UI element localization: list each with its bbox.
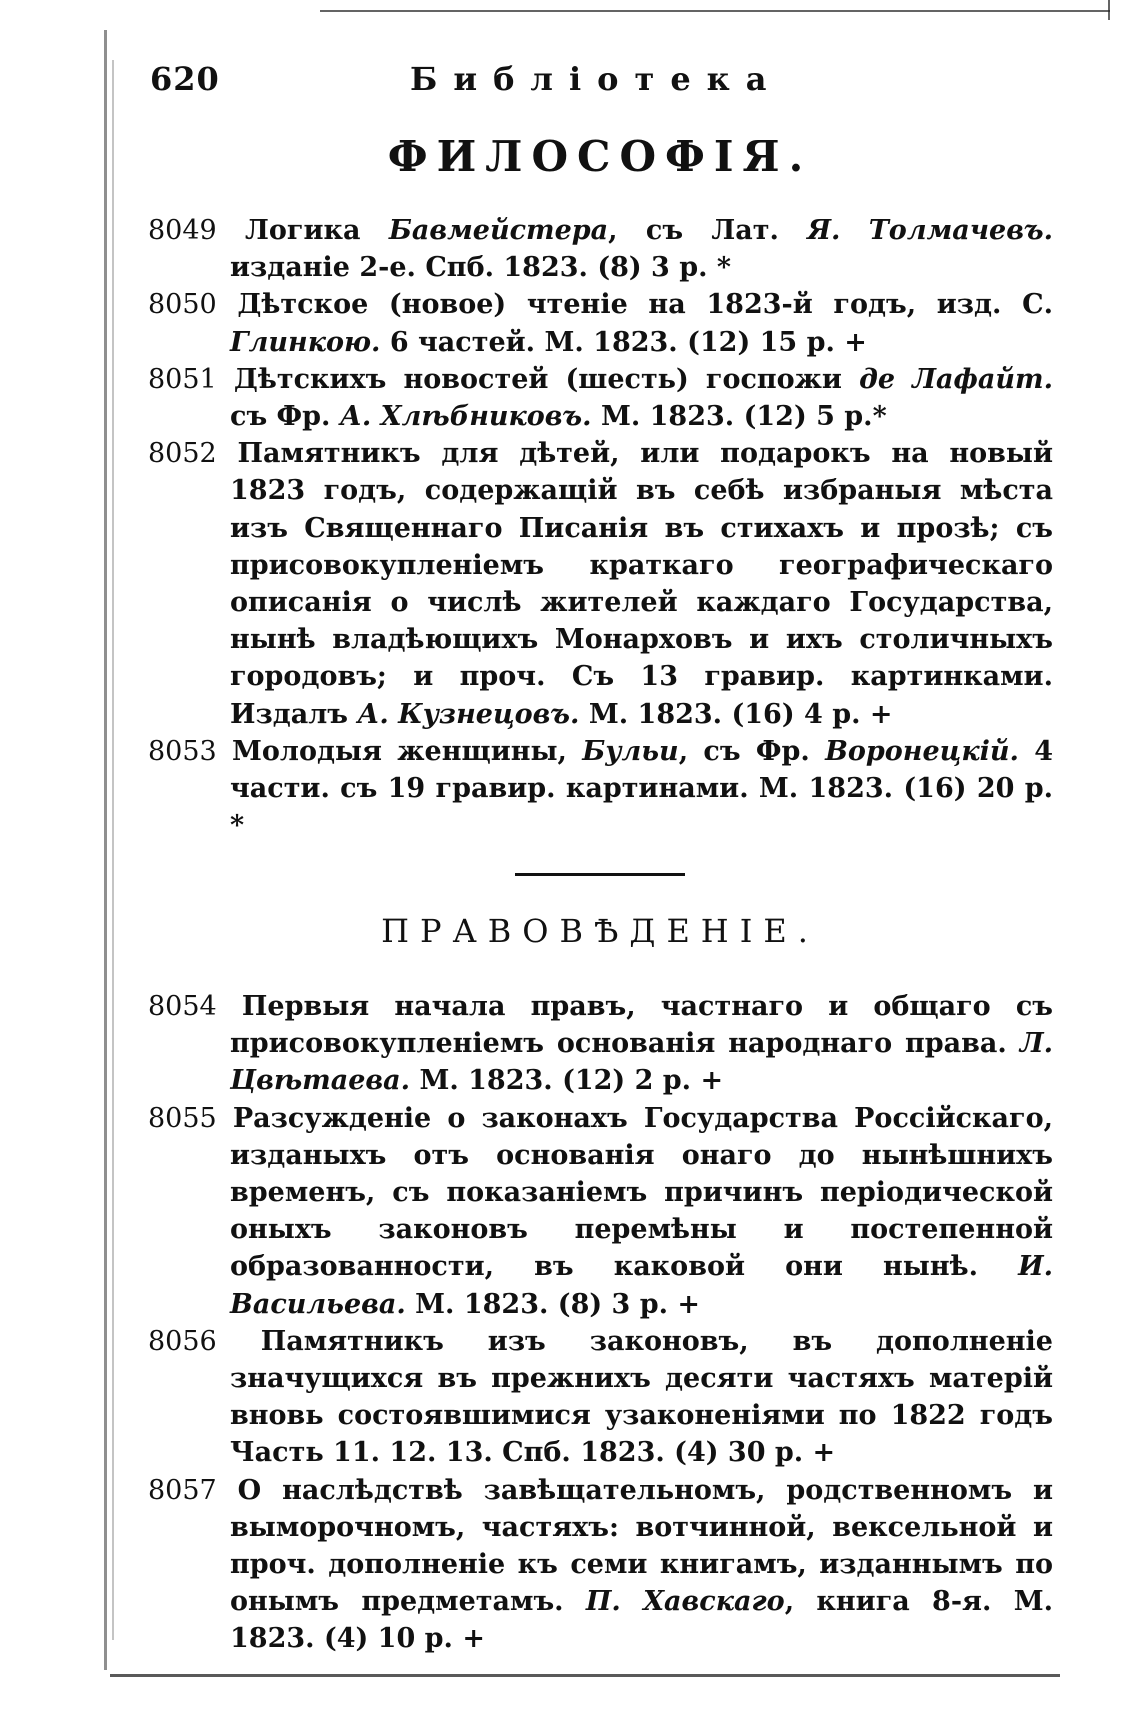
catalog-entry	[148, 1323, 1053, 1472]
section-title-jurisprudence: ПРАВОВѢДЕНІЕ.	[381, 912, 819, 950]
entry-text: съ Фр.	[230, 401, 340, 433]
catalog-entry	[148, 1100, 1053, 1323]
page-edge-top	[320, 10, 1110, 12]
section-divider	[515, 873, 685, 876]
entry-author: Воронецкій.	[825, 735, 1019, 767]
entry-text: Дѣтскихъ новостей (шесть) госпожи	[233, 363, 860, 395]
entry-text: Памятникъ изъ законовъ, въ дополненіе значущихся въ прежнихъ десяти частяхъ матерій вновь состоявшимися узаконеніями по 1822 годъ Часть 11. 12. 13. Спб. 1823. (4) 30 р. +	[230, 1325, 1053, 1469]
page-edge-bottom	[110, 1674, 1060, 1677]
entry-author: А. Хлѣбниковъ.	[339, 401, 592, 433]
entry-text: М. 1823. (16) 4 р. +	[579, 698, 893, 730]
entry-number: 8057	[148, 1474, 217, 1506]
entry-text: Логика	[245, 215, 389, 246]
entry-number: 8056	[148, 1325, 217, 1357]
entry-number: 8053	[148, 735, 217, 767]
page-edge-left	[104, 30, 107, 1670]
page-edge-right	[1108, 0, 1110, 20]
entry-text: Разсужденіе о законахъ Государства Россійскаго, изданыхъ отъ основанія онаго до нынѣшнихъ временъ, съ показаніемъ причинъ періодической оныхъ законовъ перемѣны и постепенной образованности, въ каковой они нынѣ.	[230, 1102, 1053, 1283]
entry-text: О наслѣдствѣ завѣщательномъ, родственномъ и выморочномъ, частяхъ: вотчинной, вексельной и проч. дополненіе къ семи книгамъ, изданнымъ по онымъ предметамъ.	[230, 1474, 1054, 1618]
entry-author: Бульи	[582, 735, 679, 767]
catalog-entry	[148, 361, 1053, 435]
entry-text: 4 части. съ 19 гравир. картинами. М. 1823. (16) 20 р. *	[230, 735, 1053, 842]
entry-text: 6 частей. М. 1823. (12) 15 р. +	[380, 326, 867, 358]
entry-number: 8049	[148, 215, 217, 246]
entry-author: де Лафайт.	[859, 363, 1053, 395]
entry-list-jurisprudence	[148, 988, 1053, 1658]
entry-text: Молодыя женщины,	[232, 735, 583, 767]
entry-author: Я. Толмачевъ.	[807, 215, 1053, 246]
entry-number: 8055	[148, 1102, 217, 1134]
entry-author: Бавмейстера	[388, 215, 609, 246]
entry-author: А. Кузнецовъ.	[357, 698, 580, 730]
entry-author: Л. Цвѣтаева.	[230, 1028, 1053, 1097]
entry-list-philosophy	[148, 212, 1053, 844]
entry-number: 8050	[148, 289, 217, 321]
catalog-entry	[148, 286, 1053, 360]
entry-text: М. 1823. (12) 5 р.*	[591, 401, 887, 433]
entry-author: И. Васильева.	[230, 1251, 1053, 1320]
entry-text: изданіе 2-е. Спб. 1823. (8) 3 р. *	[230, 252, 732, 284]
entry-text: Первыя начала правъ, частнаго и общаго съ присовокупленіемъ основанія народнаго права.	[230, 991, 1053, 1060]
catalog-entry	[148, 212, 1053, 286]
entry-text: Дѣтское (новое) чтеніе на 1823-й годъ, изд. С.	[237, 289, 1053, 321]
entry-author: Глинкою.	[230, 326, 381, 358]
page-edge-left-inner	[112, 60, 114, 1640]
entry-number: 8051	[148, 363, 217, 395]
entry-text: , съ Лат.	[608, 215, 808, 246]
entry-text: Памятникъ для дѣтей, или подарокъ на новый 1823 годъ, содержащій въ себѣ избраныя мѣста изъ Священнаго Писанія въ стихахъ и прозѣ; съ присовокупленіемъ краткаго географическаго описанія о числѣ жителей каждаго Государства, нынѣ владѣющихъ Монарховъ и ихъ столичныхъ городовъ; и проч. Съ 13 гравир. картинками. Издалъ	[230, 438, 1053, 730]
section-title-philosophy: ФИЛОСОФІЯ.	[387, 132, 813, 181]
catalog-entry	[148, 733, 1053, 845]
entry-number: 8052	[148, 438, 217, 470]
catalog-entry	[148, 1472, 1053, 1658]
entry-text: , съ Фр.	[678, 735, 826, 767]
catalog-entry	[148, 435, 1053, 733]
running-title: Библіотека	[410, 60, 783, 98]
page-header	[150, 60, 1050, 110]
catalog-entry	[148, 988, 1053, 1100]
entry-author: П. Хавскаго	[585, 1586, 785, 1618]
entry-text: , книга 8-я. М. 1823. (4) 10 р. +	[230, 1586, 1053, 1655]
page-number: 620	[150, 60, 220, 98]
entry-text: М. 1823. (8) 3 р. +	[405, 1288, 701, 1320]
entry-text: М. 1823. (12) 2 р. +	[410, 1065, 724, 1097]
entry-number: 8054	[148, 991, 217, 1022]
